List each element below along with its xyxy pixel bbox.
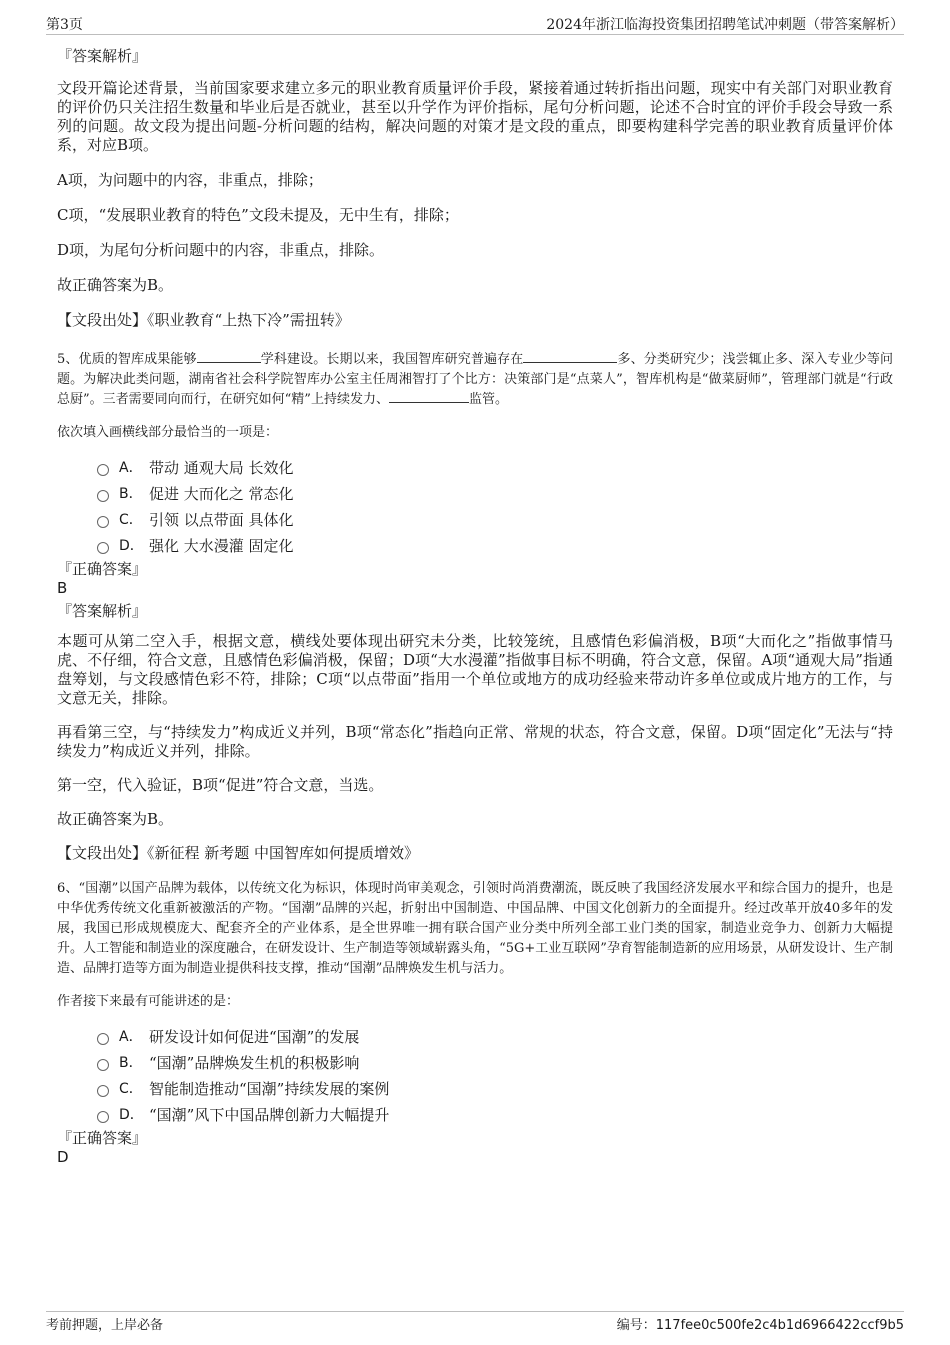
option-text: 促进 大而化之 常态化 [149, 485, 294, 503]
radio-icon[interactable] [97, 516, 109, 528]
q5-option-d[interactable] [97, 533, 893, 559]
q4-analysis-item-d: D项，为尾句分析问题中的内容，非重点，排除。 [57, 241, 385, 259]
q5-stem-part-3: 多、分类研究少；浅尝辄止多、深入专业少等问题。为解决此类问题，湖南省社会科学院智库办公室主任周湘智打了个比方：决策部门是“点菜人”，智库机构是“做菜厨师”，管理部门就是“行政总厨”。三者需要同向而行，在研究如何“精”上持续发力、 [57, 352, 893, 407]
q5-stem-part-4: 监管。 [468, 392, 508, 407]
q5-option-b[interactable] [97, 481, 893, 507]
q6-options [57, 1024, 893, 1128]
q5-conclusion: 故正确答案为B。 [57, 810, 174, 828]
option-text: 引领 以点带面 具体化 [149, 511, 294, 529]
page-header [46, 12, 904, 35]
q5-analysis-label: 『答案解析』 [57, 602, 148, 620]
q5-analysis-1: 本题可从第二空入手，根据文意，横线处要体现出研究未分类，比较笼统，且感情色彩偏消极，B项“大而化之”指做事情马虎、不仔细，符合文意，且感情色彩偏消极，保留；D项“大水漫灌”指做事目标不明确，符合文意，保留。A项“通观大局”指通盘筹划，与文段感情色彩不符，排除；C项“以点带面”指用一个单位或地方的成功经验来带动许多单位或成片地方的工作，与文意无关，排除。 [57, 632, 893, 707]
radio-icon[interactable] [97, 1033, 109, 1045]
q4-source: 【文段出处】《职业教育“上热下冷”需扭转》 [57, 311, 350, 329]
q4-analysis-item-a: A项，为问题中的内容，非重点，排除； [57, 171, 323, 189]
q6-answer-label: 『正确答案』 [57, 1129, 148, 1147]
q5-analysis-3: 第一空，代入验证，B项“促进”符合文意，当选。 [57, 776, 384, 794]
page-number: 第3页 [46, 17, 83, 33]
option-text: 强化 大水漫灌 固定化 [149, 537, 294, 555]
page-footer [46, 1311, 904, 1333]
q5-blank-3 [389, 390, 469, 403]
option-letter: A． [119, 1029, 143, 1045]
q5-blank-2 [523, 350, 617, 363]
q5-answer-label: 『正确答案』 [57, 560, 148, 578]
q5-options [57, 455, 893, 559]
q6-option-a[interactable] [97, 1024, 893, 1050]
footer-note: 考前押题，上岸必备 [46, 1318, 164, 1333]
q4-analysis-label: 『答案解析』 [57, 47, 148, 65]
q5-source: 【文段出处】《新征程 新考题 中国智库如何提质增效》 [57, 844, 420, 862]
document-code: 编号：117fee0c500fe2c4b1d6966422ccf9b5 [616, 1318, 904, 1333]
option-text: 带动 通观大局 长效化 [149, 459, 294, 477]
radio-icon[interactable] [97, 542, 109, 554]
q5-answer: B [57, 579, 68, 597]
q5-stem-part-1: 5、优质的智库成果能够 [57, 352, 197, 367]
q5-analysis-2: 再看第三空，与“持续发力”构成近义并列，B项“常态化”指趋向正常、常规的状态，符合文意，保留。D项“固定化”无法与“持续发力”构成近义并列，排除。 [57, 723, 893, 760]
option-letter: D． [119, 538, 144, 554]
q5-option-a[interactable] [97, 455, 893, 481]
option-text: “国潮”品牌焕发生机的积极影响 [149, 1054, 360, 1072]
radio-icon[interactable] [97, 464, 109, 476]
q6-option-d[interactable] [97, 1102, 893, 1128]
q5-stem [57, 350, 893, 410]
option-text: 研发设计如何促进“国潮”的发展 [149, 1028, 360, 1046]
option-letter: D． [119, 1107, 144, 1123]
radio-icon[interactable] [97, 1059, 109, 1071]
q6-option-c[interactable] [97, 1076, 893, 1102]
q4-analysis-item-c: C项，“发展职业教育的特色”文段未提及，无中生有，排除； [57, 206, 459, 224]
option-text: 智能制造推动“国潮”持续发展的案例 [149, 1080, 390, 1098]
q4-analysis-text: 文段开篇论述背景，当前国家要求建立多元的职业教育质量评价手段，紧接着通过转折指出问题，现实中有关部门对职业教育的评价仍只关注招生数量和毕业后是否就业，甚至以升学作为评价指标，尾句分析问题，论述不合时宜的评价手段会导致一系列的问题。故文段为提出问题-分析问题的结构，解决问题的对策才是文段的重点，即要构建科学完善的职业教育质量评价体系，对应B项。 [57, 79, 893, 154]
option-letter: B． [119, 486, 143, 502]
radio-icon[interactable] [97, 490, 109, 502]
q6-stem: 6、“国潮”以国产品牌为载体，以传统文化为标识，体现时尚审美观念，引领时尚消费潮流，既反映了我国经济发展水平和综合国力的提升，也是中华优秀传统文化重新被激活的产物。“国潮”品牌的兴起，折射出中国制造、中国品牌、中国文化创新力的全面提升。经过改革开放40多年的发展，我国已形成规模庞大、配套齐全的产业体系，是全世界唯一拥有联合国产业分类中所列全部工业门类的国家，制造业竞争力、创新力大幅提升。人工智能和制造业的深度融合，在研发设计、生产制造等领域崭露头角，“5G+工业互联网”孕育智能制造新的应用场景，从研发设计、生产制造、品牌打造等方面为制造业提供科技支撑，推动“国潮”品牌焕发生机与活力。 [57, 881, 893, 976]
radio-icon[interactable] [97, 1111, 109, 1123]
option-letter: C． [119, 1081, 143, 1097]
q6-option-b[interactable] [97, 1050, 893, 1076]
q6-prompt: 作者接下来最有可能讲述的是： [57, 994, 240, 1009]
q4-conclusion: 故正确答案为B。 [57, 276, 174, 294]
option-letter: C． [119, 512, 143, 528]
q6-answer: D [57, 1148, 69, 1166]
document-title: 2024年浙江临海投资集团招聘笔试冲刺题（带答案解析） [546, 17, 904, 33]
page-content [57, 46, 893, 1166]
option-letter: A． [119, 460, 143, 476]
option-text: “国潮”风下中国品牌创新力大幅提升 [149, 1106, 390, 1124]
q5-stem-part-2: 学科建设。长期以来，我国智库研究普遍存在 [260, 352, 524, 367]
option-letter: B． [119, 1055, 143, 1071]
q5-prompt: 依次填入画横线部分最恰当的一项是： [57, 425, 279, 440]
radio-icon[interactable] [97, 1085, 109, 1097]
q5-blank-1 [197, 350, 261, 363]
q5-option-c[interactable] [97, 507, 893, 533]
